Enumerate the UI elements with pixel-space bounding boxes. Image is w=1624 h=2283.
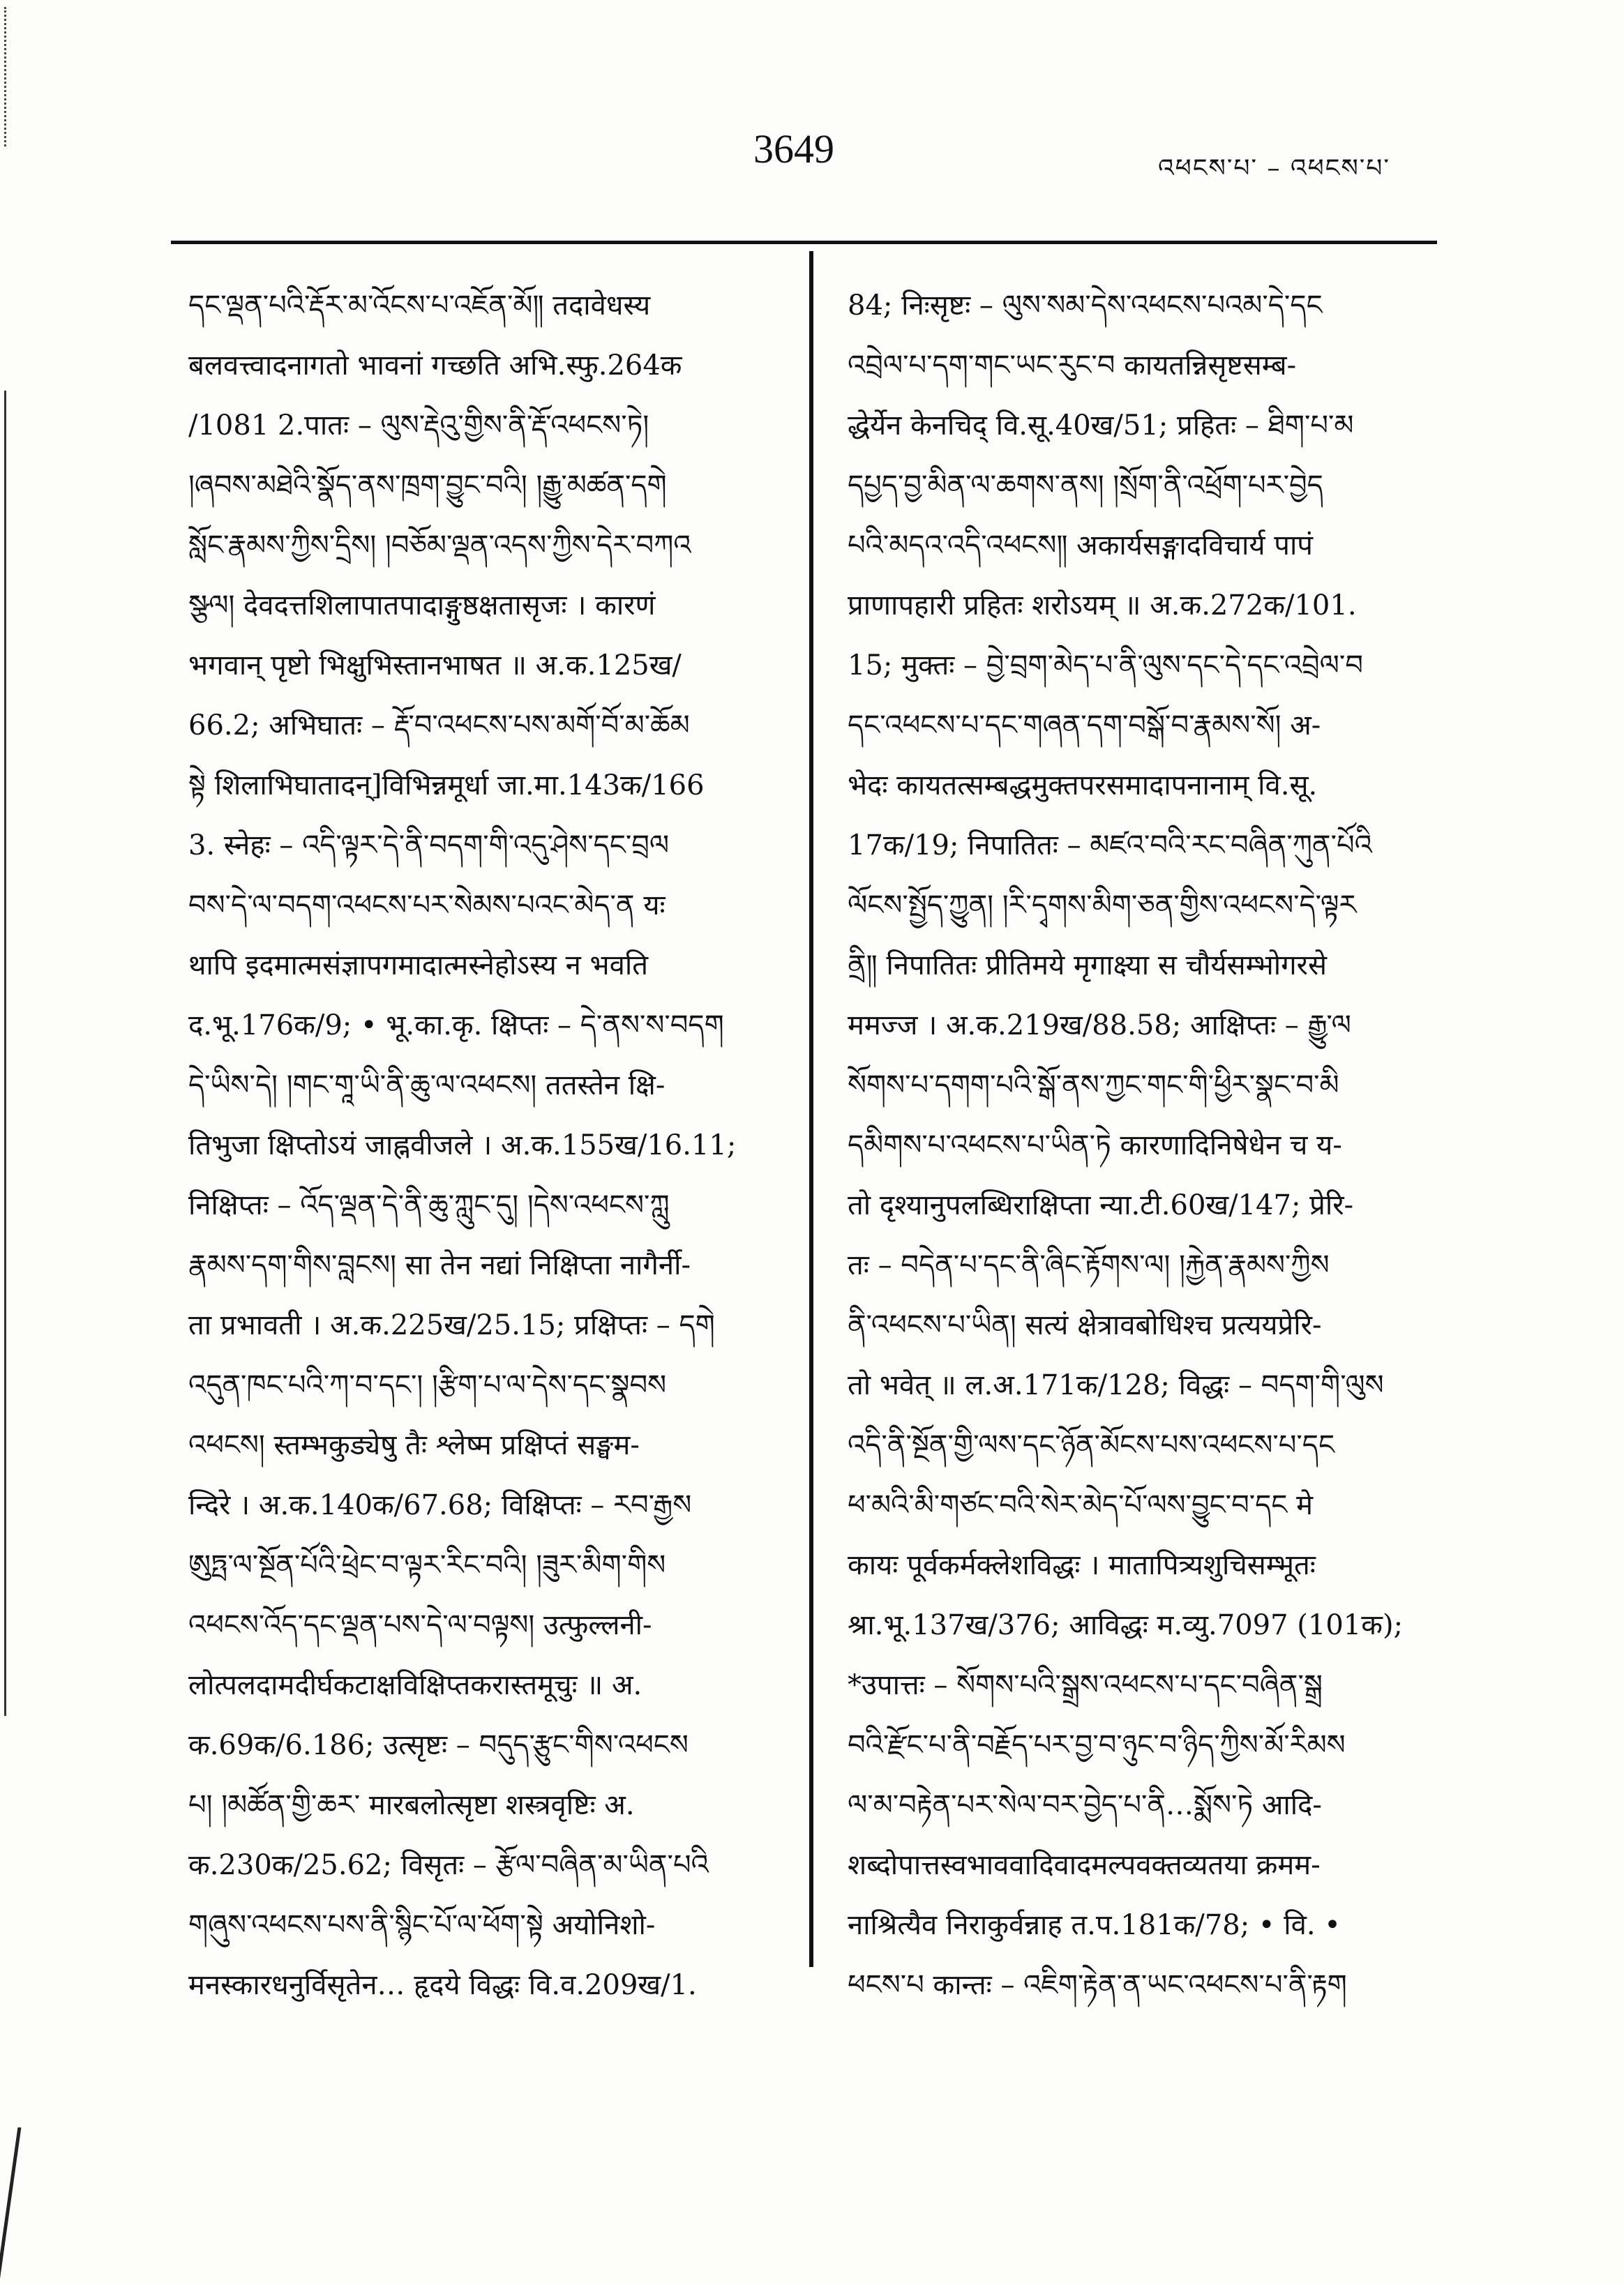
text-line: ལོངས་སྤྱོད་ཀྱུན། །རི་དྭགས་མིག་ཅན་གྱིས་འཕངས་དེ་ལྟར <box>848 889 1357 921</box>
text-line: तो दृश्यानुपलब्धिराक्षिप्ता न्या.टी.60ख/147; प्रेरि- <box>848 1189 1354 1221</box>
text-line: बलवत्त्वादनागतो भावनां गच्छति अभि.स्फु.264क <box>188 349 682 382</box>
page-number: 3649 <box>753 126 834 172</box>
running-head: འཕངས་པ་ – འཕངས་པ་ <box>1158 154 1390 183</box>
text-line: དམིགས་པ་འཕངས་པ་ཡིན་ཏེ कारणादिनिषेधेन च य- <box>848 1129 1342 1161</box>
text-line: 3. स्नेहः – འདི་ལྟར་དེ་ནི་བདག་གི་འདུ་ཤེས་དང་བྲལ <box>188 829 670 861</box>
text-line: तः – བདེན་པ་དང་ནི་ཞིང་རྟོགས་ལ། །རྐྱེན་རྣམས་ཀྱིས <box>848 1249 1330 1281</box>
text-line: क.69क/6.186; उत्सृष्टः – བདུད་རྩུང་གིས་འཕངས <box>188 1729 689 1761</box>
text-line: སྩལ། देवदत्तशिलापातपादाङ्गुष्ठक्षतासृजः । कारणं <box>188 589 656 621</box>
text-line: द.भू.176क/9; • भू.का.कृ. क्षिप्तः – དེ་ནས་ས་བདག <box>188 1009 724 1041</box>
text-line: निक्षिप्तः – འོད་ལྡན་དེ་ནི་ཆུ་ཀླུང་དུ། །དེས་འཕངས་ཀླུ <box>188 1189 670 1221</box>
text-line: तिभुजा क्षिप्तोऽयं जाह्नवीजले । अ.क.155ख/16.11; <box>188 1129 737 1161</box>
header-rule <box>171 241 1437 244</box>
text-line: ལ་མ་བརྟེན་པར་སེལ་བར་བྱེད་པ་ནི…སྨོས་ཏེ आदि- <box>848 1789 1322 1821</box>
text-line: थापि इदमात्मसंज्ञापगमादात्मस्नेहोऽस्य न भवति <box>188 949 649 981</box>
text-line: नाश्रित्यैव निराकुर्वन्नाह त.प.181क/78; • वि. • <box>848 1909 1341 1941</box>
text-line: ता प्रभावती । अ.क.225ख/25.15; प्रक्षिप्तः – དགེ <box>188 1309 715 1341</box>
text-line: འཕངས། स्तम्भकुड्येषु तैः श्लेष्म प्रक्षिप्तं सङ्घम- <box>188 1429 640 1461</box>
text-line: སློང་རྣམས་ཀྱིས་དྲིས། །བཅོམ་ལྡན་འདས་ཀྱིས་དེར་བཀའ <box>188 529 691 562</box>
text-line: སྟེ शिलाभिघातादन्]विभिन्नमूर्धा जा.मा.143क/166 <box>188 769 705 801</box>
text-line: དང་ལྡན་པའི་རྡོར་མ་འོངས་པ་འཇོན་མོ༎ तदावेधस्य <box>188 289 651 322</box>
page-edge-mark <box>4 7 27 146</box>
text-line: བའི་རྫོང་པ་ནི་བརྗོད་པར་བྱ་བ་ཉུང་བ་ཉིད་ཀྱིས་མོ་རིམས <box>848 1729 1346 1761</box>
text-line: तो भवेत् ॥ ल.अ.171क/128; विद्धः – བདག་གི་ལུས <box>848 1369 1384 1401</box>
text-line: 17क/19; निपातितः – མཛའ་བའི་རང་བཞིན་ཀུན་པོའི <box>848 829 1372 861</box>
text-line: འདི་ནི་སྔོན་གྱི་ལས་དང་ཉོན་མོངས་པས་འཕངས་པ་དང <box>848 1429 1335 1461</box>
text-line: मनस्कारधनुर्विसृतेन… हृदये विद्धः वि.व.209ख/1. <box>188 1969 697 2001</box>
text-line: ནྲི༎ निपातितः प्रीतिमये मृगाक्ष्या स चौर्यसम्भोगरसे <box>848 949 1328 981</box>
page-edge-mark <box>4 391 17 1716</box>
text-line: རྣམས་དག་གིས་བླངས། सा तेन नद्यां निक्षिप्ता नागैर्नी- <box>188 1249 691 1281</box>
text-line: न्दिरे । अ.क.140क/67.68; विक्षिप्तः – རབ་རྒྱས <box>188 1489 692 1521</box>
text-line: श्रा.भू.137ख/376; आविद्धः म.व्यु.7097 (101क); <box>848 1609 1404 1641</box>
text-line: 84; निःसृष्टः – ལུས་སམ་དེས་འཕངས་པའམ་དེ་དང <box>848 289 1323 322</box>
text-line: ཕངས་པ कान्तः – འཇིག་རྟེན་ན་ཡང་འཕངས་པ་ནི་རྟག <box>848 1969 1347 2001</box>
text-line: कायः पूर्वकर्मक्लेशविद्धः । मातापित्र्यशुचिसम्भूतः <box>848 1549 1316 1581</box>
text-line: द्धेर्येन केनचिद् वि.सू.40ख/51; प्रहितः – ཐིག་པ་མ <box>848 409 1354 442</box>
text-line: ཕ་མའི་མི་གཙང་བའི་སེར་མེད་པོ་ལས་བྱུང་བ་དང मे <box>848 1489 1313 1521</box>
text-line: སོགས་པ་དགག་པའི་སྒོ་ནས་ཀྱང་གང་གི་ཕྱིར་སྣང་བ་མི <box>848 1069 1339 1101</box>
text-line: ममज्ज । अ.क.219ख/88.58; आक्षिप्तः – རྒྱུ་ལ <box>848 1009 1351 1041</box>
column-divider <box>809 251 813 1967</box>
text-line: ཨུཏྤ་ལ་སྔོན་པོའི་ཕྲེང་བ་ལྟར་རིང་བའི། །ཟུར་མིག་གིས <box>188 1549 666 1581</box>
text-line: क.230क/25.62; विसृतः – རྩོལ་བཞིན་མ་ཡིན་པའི <box>188 1849 709 1881</box>
text-line: ནི་འཕངས་པ་ཡིན། सत्यं क्षेत्रावबोधिश्च प्रत्ययप्रेरि- <box>848 1309 1322 1341</box>
text-line: དང་འཕངས་པ་དང་གཞན་དག་བསྒོ་བ་རྣམས་སོ། अ- <box>848 709 1321 741</box>
left-column <box>188 276 795 2015</box>
text-line: དཔྱད་བྱ་མིན་ལ་ཆགས་ནས། །སྲོག་ནི་འཕྲོག་པར་བྱེད <box>848 469 1323 502</box>
text-line: །ཞབས་མཐེའི་སྣོད་ནས་ཁྲག་བྱུང་བའི། །རྒྱུ་མཚན་དགེ <box>188 469 667 502</box>
text-line: དེ་ཡིས་དེ། །གང་གཱ་ཡི་ནི་ཆུ་ལ་འཕངས། ततस्तेन क्षि- <box>188 1069 666 1101</box>
text-line: གཞུས་འཕངས་པས་ནི་སྙིང་པོ་ལ་ཕོག་སྟེ अयोनिशो- <box>188 1909 656 1941</box>
text-line: 15; मुक्तः – བྱེ་བྲག་མེད་པ་ནི་ལུས་དང་དེ་དང་འབྲེལ་བ <box>848 649 1363 681</box>
text-line: भेदः कायतत्सम्बद्धमुक्तपरसमादापनानाम् वि.सू. <box>848 769 1318 801</box>
text-line: भगवान् पृष्टो भिक्षुभिस्तानभाषत ॥ अ.क.125ख/ <box>188 649 682 681</box>
text-line: 66.2; अभिघातः – རྡོ་བ་འཕངས་པས་མགོ་བོ་མ་ཆོམ <box>188 709 690 741</box>
text-line: འབྲེལ་པ་དག་གང་ཡང་རུང་བ कायतन्निसृष्टसम्ब- <box>848 349 1297 382</box>
text-line: འཕངས་འོད་དང་ལྡན་པས་དེ་ལ་བལྟས། उत्फुल्लनी- <box>188 1609 652 1641</box>
text-line: लोत्पलदामदीर्घकटाक्षविक्षिप्तकरास्तमूचुः ॥ अ. <box>188 1669 642 1701</box>
text-line: བས་དེ་ལ་བདག་འཕངས་པར་སེམས་པའང་མེད་ན यः <box>188 889 666 921</box>
text-line: /1081 2.पातः – ལུས་རྡེའུ་གྱིས་ནི་རྡོ་འཕངས་ཏེ། <box>188 409 649 442</box>
text-line: པའི་མདའ་འདི་འཕངས༎ अकार्यसङ्गादविचार्य पापं <box>848 529 1314 562</box>
right-column <box>848 276 1437 2015</box>
text-line: *उपात्तः – སོགས་པའི་སྒྲས་འཕངས་པ་དང་བཞིན་སྒྲ <box>848 1669 1323 1701</box>
text-line: འདུན་ཁང་པའི་ཀ་བ་དང་། །རྩིག་པ་ལ་དེས་དང་སྣབས <box>188 1369 667 1401</box>
text-line: པ། །མཚོན་གྱི་ཆར་ मारबलोत्सृष्टा शस्त्रवृष्टिः अ. <box>188 1789 635 1821</box>
text-line: प्राणापहारी प्रहितः शरोऽयम् ॥ अ.क.272क/101. <box>848 589 1357 621</box>
text-line: शब्दोपात्तस्वभाववादिवादमल्पवक्तव्यतया क्रमम- <box>848 1849 1321 1881</box>
page-edge-mark <box>0 2127 63 2281</box>
